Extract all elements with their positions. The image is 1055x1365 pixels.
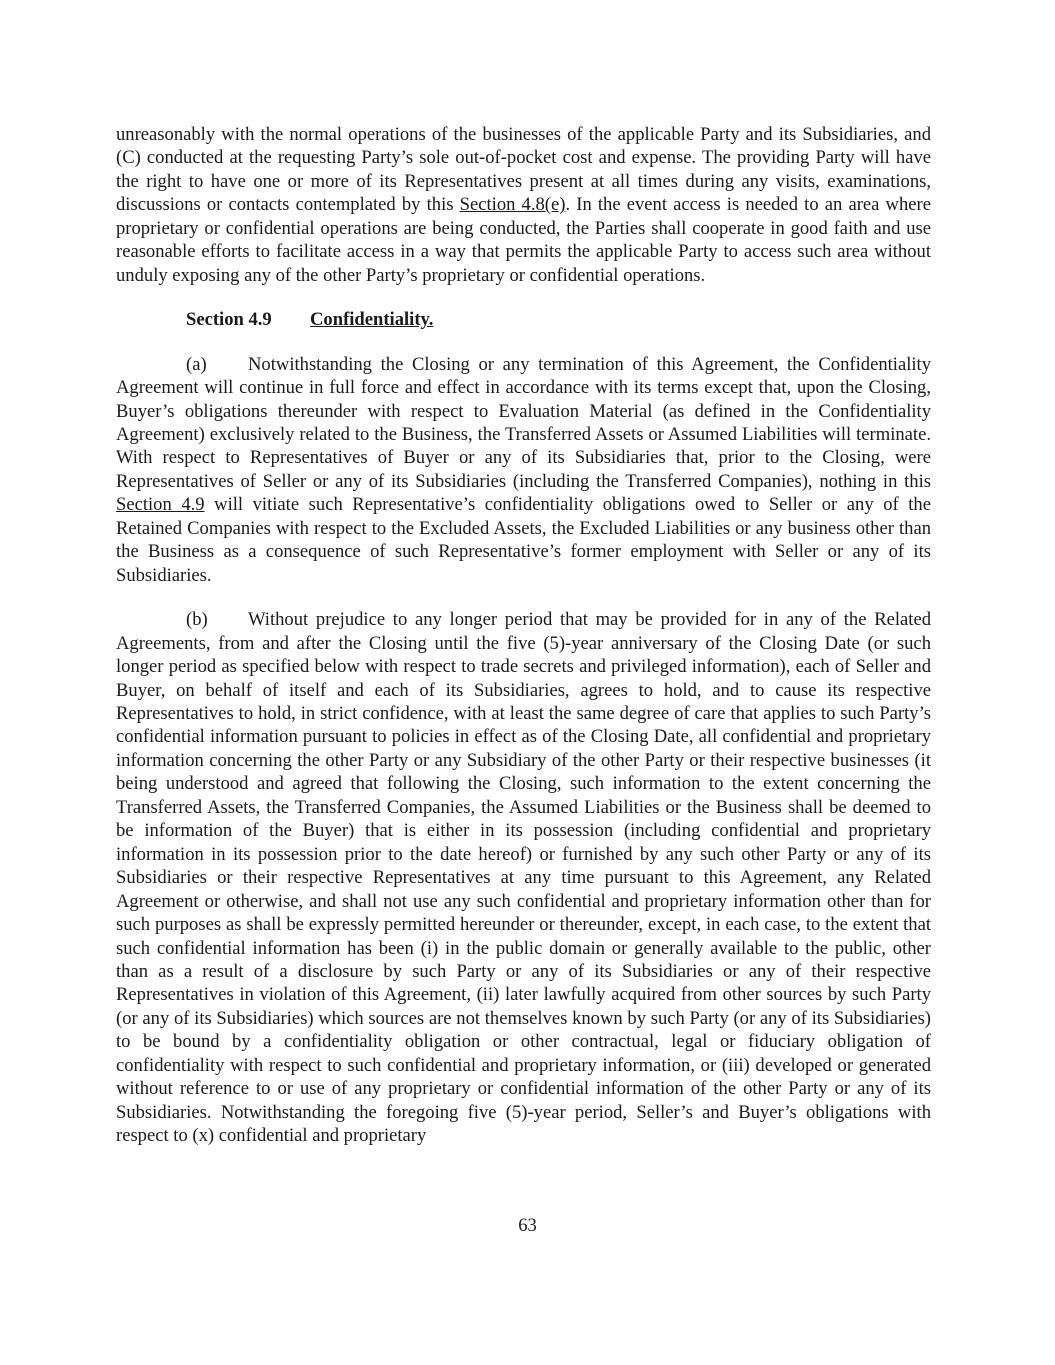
document-page <box>116 123 931 1148</box>
intro-text-before-ref: unreasonably with the normal operations of the businesses of the applicable Party and its Subsidiaries, and (C) conducted at the requesting Party’s sole out-of-pocket cost and expense. The providing Party will have the right to have one or more of its Representatives present at all times during any visits, examinations, discussions or contacts contemplated by this <box>116 124 931 216</box>
section-heading <box>116 308 931 331</box>
page-number: 63 <box>518 1215 537 1236</box>
paragraph-a <box>116 353 931 588</box>
section-4-9-reference[interactable]: Section 4.9 <box>116 494 205 516</box>
section-4-8e-reference[interactable]: Section 4.8(e) <box>459 194 566 216</box>
paragraph-b <box>116 608 931 1147</box>
paragraph-b-label: (b) <box>186 609 208 631</box>
intro-text-after-ref: . In the event access is needed to an area where proprietary or confidential operations are being conducted, the Parties shall cooperate in good faith and use reasonable efforts to facilitate access in a way that permits the applicable Party to access such area without unduly exposing any of the other Party’s proprietary or confidential operations. <box>116 194 931 286</box>
intro-paragraph <box>116 123 931 287</box>
paragraph-a-text-after-ref: will vitiate such Representative’s confidentiality obligations owed to Seller or any of the Retained Companies with respect to the Excluded Assets, the Excluded Liabilities or any business other than the Business as a consequence of such Representative’s former employment with Seller or any of its Subsidiaries. <box>116 494 931 586</box>
paragraph-a-text-before-ref: Notwithstanding the Closing or any termination of this Agreement, the Confidentiality Agreement will continue in full force and effect in accordance with its terms except that, upon the Closing, Buyer’s obligations thereunder with respect to Evaluation Material (as defined in the Confidentiality Agreement) exclusively related to the Business, the Transferred Assets or Assumed Liabilities will terminate. With respect to Representatives of Buyer or any of its Subsidiaries that, prior to the Closing, were Representatives of Seller or any of its Subsidiaries (including the Transferred Companies), nothing in this <box>116 353 931 492</box>
section-number: Section 4.9 <box>186 309 272 331</box>
section-title: Confidentiality. <box>310 309 434 331</box>
paragraph-b-text: Without prejudice to any longer period that may be provided for in any of the Related Agreements, from and after the Closing until the five (5)-year anniversary of the Closing Date (or such longer period as specified below with respect to trade secrets and privileged information), each of Seller and Buyer, on behalf of itself and each of its Subsidiaries, agrees to hold, and to cause its respective Representatives to hold, in strict confidence, with at least the same degree of care that applies to such Party’s confidential information pursuant to policies in effect as of the Closing Date, all confidential and proprietary information concerning the other Party or any Subsidiary of the other Party or their respective businesses (it being understood and agreed that following the Closing, such information to the extent concerning the Transferred Assets, the Transferred Companies, the Assumed Liabilities or the Business shall be deemed to be information of the Buyer) that is either in its possession (including confidential and proprietary information in its possession prior to the date hereof) or furnished by any such other Party or any of its Subsidiaries or their respective Representatives at any time pursuant to this Agreement, any Related Agreement or otherwise, and shall not use any such confidential and proprietary information other than for such purposes as shall be expressly permitted hereunder or thereunder, except, in each case, to the extent that such confidential information has been (i) in the public domain or generally available to the public, other than as a result of a disclosure by such Party or any of its Subsidiaries or any of their respective Representatives in violation of this Agreement, (ii) later lawfully acquired from other sources by such Party (or any of its Subsidiaries) which sources are not themselves known by such Party (or any of its Subsidiaries) to be bound by a confidentiality obligation or other contractual, legal or fiduciary obligation of confidentiality with respect to such confidential and proprietary information, or (iii) developed or generated without reference to or use of any proprietary or confidential information of the other Party or any of its Subsidiaries. Notwithstanding the foregoing five (5)-year period, Seller’s and Buyer’s obligations with respect to (x) confidential and proprietary <box>116 609 931 1147</box>
paragraph-a-label: (a) <box>186 353 207 375</box>
